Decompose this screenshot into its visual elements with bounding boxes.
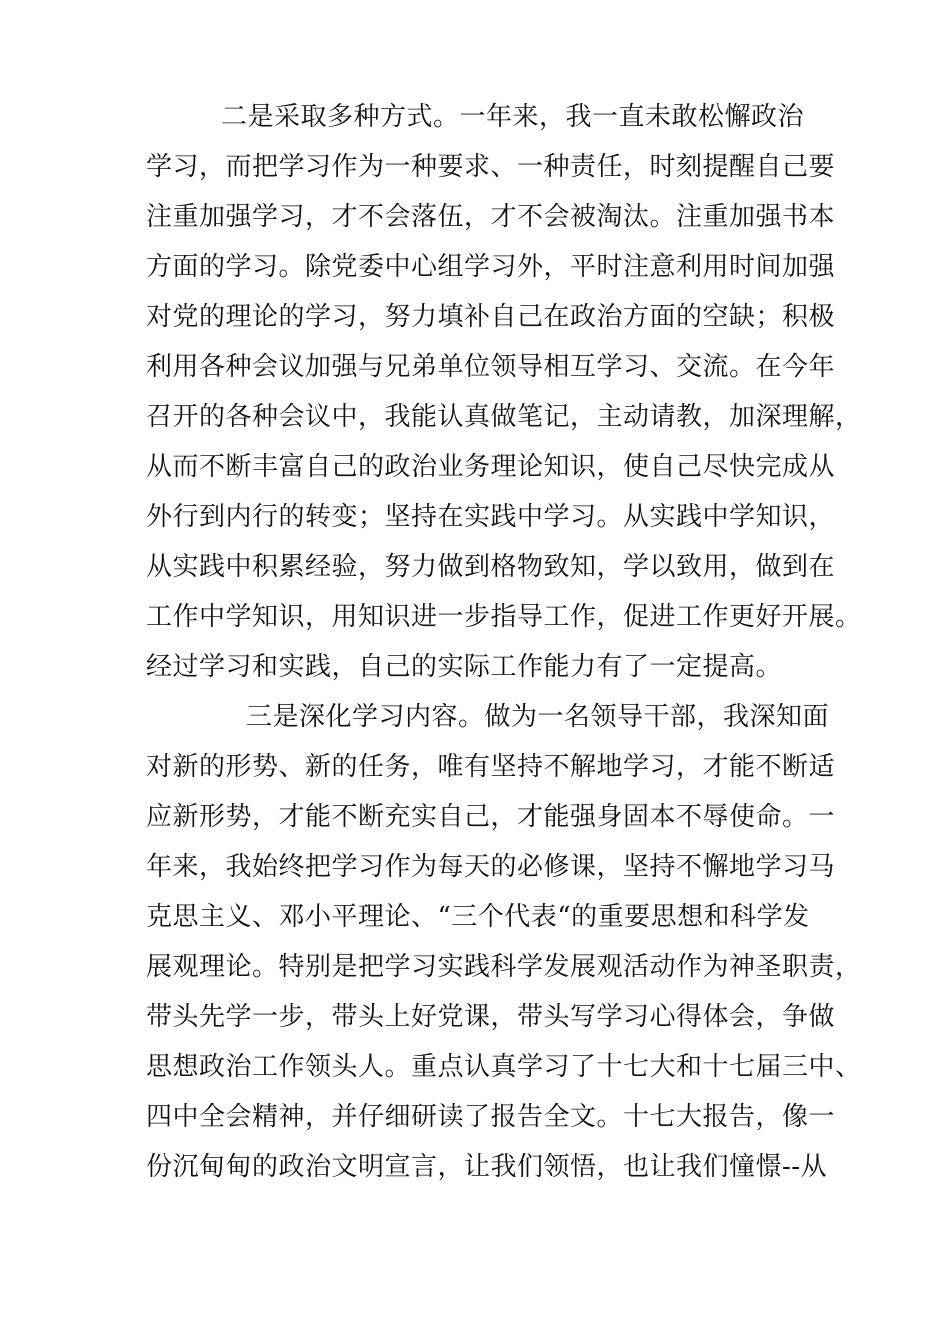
paragraph-line: 二是采取多种方式。一年来，我一直未敢松懈政治: [221, 102, 805, 132]
paragraph-line: 对党的理论的学习，努力填补自己在政治方面的空缺；积极: [146, 302, 836, 332]
paragraph-line: 带头先学一步，带头上好党课，带头写学习心得体会，争做: [146, 1002, 836, 1032]
paragraph-line: 年来，我始终把学习作为每天的必修课，坚持不懈地学习马: [146, 852, 836, 882]
paragraph-line: 经过学习和实践，自己的实际工作能力有了一定提高。: [146, 652, 783, 682]
document-body: [146, 92, 862, 1192]
paragraph-line: 应新形势，才能不断充实自己，才能强身固本不辱使命。一: [146, 802, 836, 832]
paragraph-line: 克思主义、邓小平理论、“三个代表“的重要思想和科学发: [146, 902, 810, 932]
paragraph-line: 对新的形势、新的任务，唯有坚持不解地学习，才能不断适: [146, 752, 836, 782]
paragraph-line: 学习，而把学习作为一种要求、一种责任，时刻提醒自己要: [146, 152, 836, 182]
paragraph-2: [146, 692, 862, 1192]
paragraph-line: 思想政治工作领头人。重点认真学习了十七大和十七届三中、: [146, 1052, 862, 1082]
paragraph-line: 三是深化学习内容。做为一名领导干部，我深知面: [246, 702, 830, 732]
paragraph-line: 注重加强学习，才不会落伍，才不会被淘汰。注重加强书本: [146, 202, 836, 232]
paragraph-line: 工作中学知识，用知识进一步指导工作，促进工作更好开展。: [146, 602, 862, 632]
paragraph-line: 从实践中积累经验，努力做到格物致知，学以致用，做到在: [146, 552, 836, 582]
paragraph-line: 方面的学习。除党委中心组学习外，平时注意利用时间加强: [146, 252, 836, 282]
paragraph-line: 外行到内行的转变；坚持在实践中学习。从实践中学知识，: [146, 502, 836, 532]
paragraph-line: 从而不断丰富自己的政治业务理论知识，使自己尽快完成从: [146, 452, 836, 482]
paragraph-line: 四中全会精神，并仔细研读了报告全文。十七大报告，像一: [146, 1102, 836, 1132]
paragraph-line: 利用各种会议加强与兄弟单位领导相互学习、交流。在今年: [146, 352, 836, 382]
paragraph-line: 份沉甸甸的政治文明宣言，让我们领悟，也让我们憧憬--从: [146, 1152, 828, 1182]
paragraph-line: 召开的各种会议中，我能认真做笔记，主动请教，加深理解，: [146, 402, 862, 432]
paragraph-line: 展观理论。特别是把学习实践科学发展观活动作为神圣职责，: [146, 952, 862, 982]
paragraph-1: [146, 92, 862, 692]
